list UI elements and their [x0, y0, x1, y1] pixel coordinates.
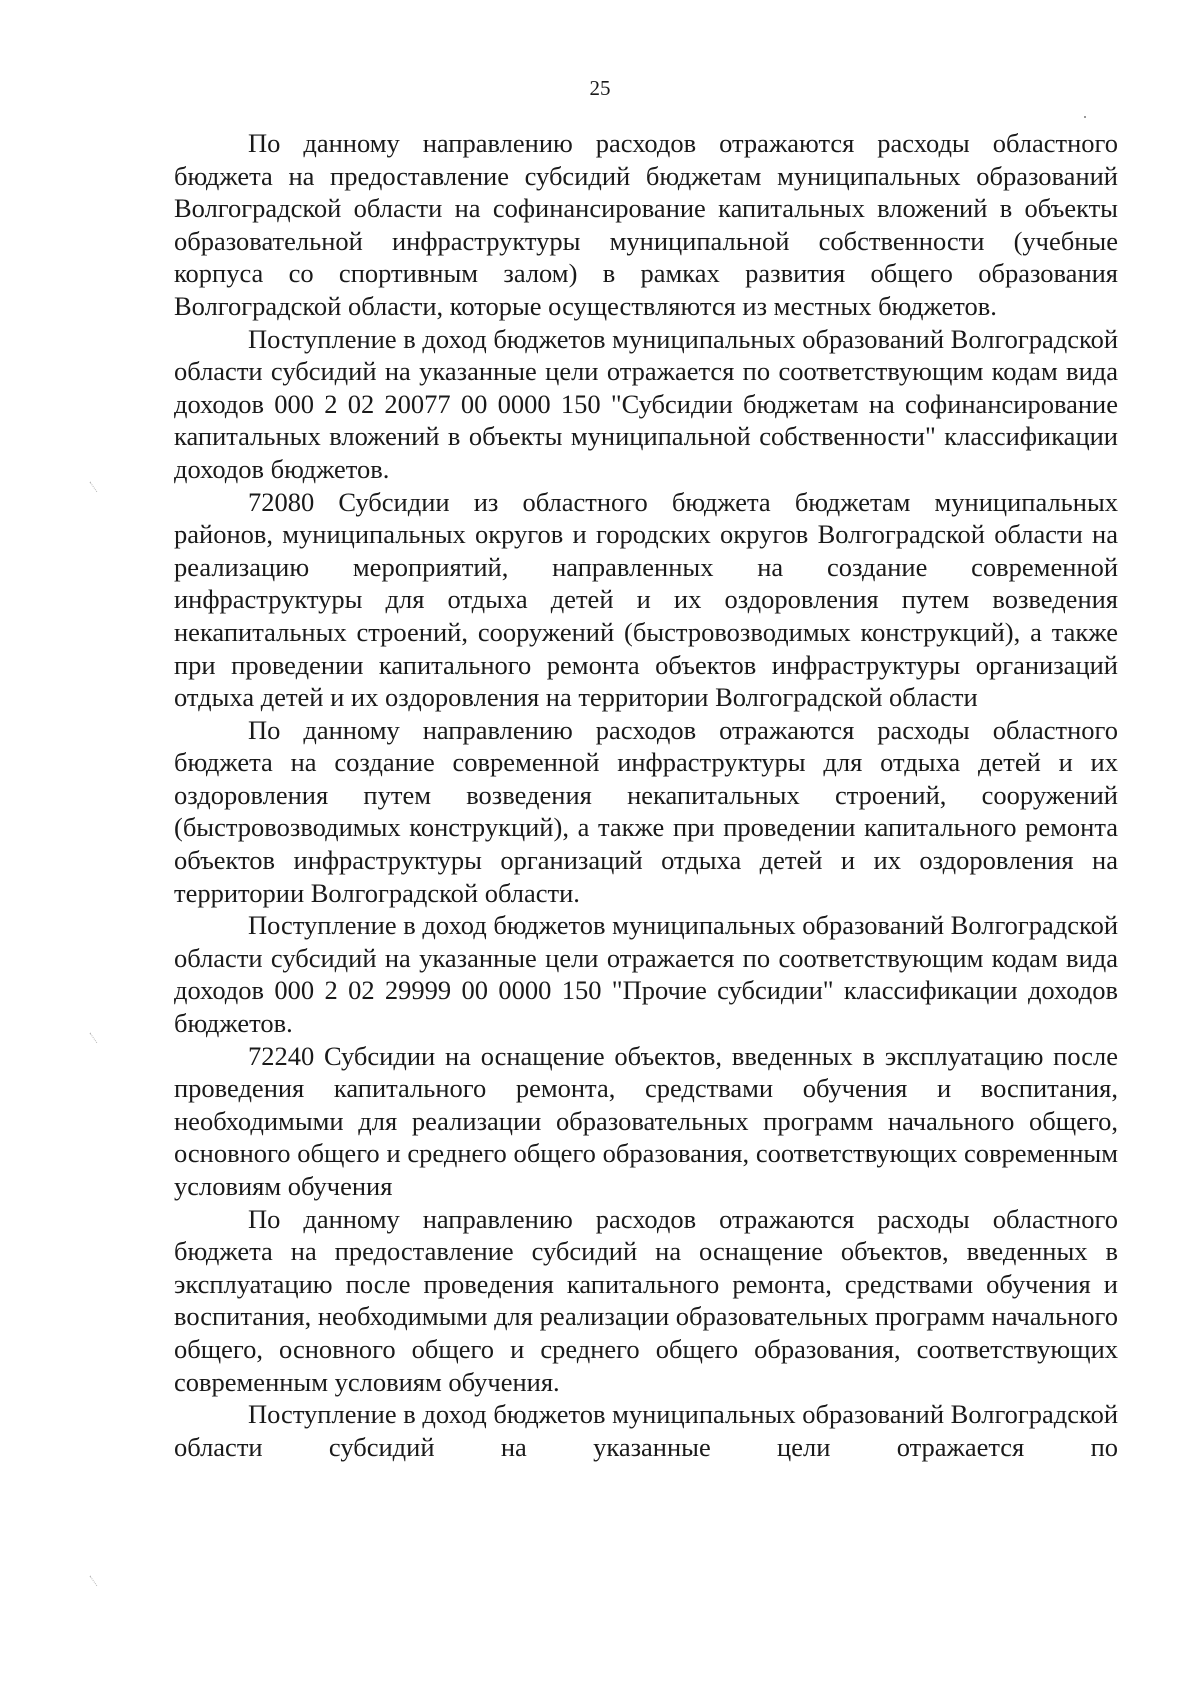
paragraph-expenditure-description: По данному направлению расходов отражаются расходы областного бюджета на создание современной инфраструктуры для отдыха детей и их оздоровления путем возведения некапитальных строений, сооружений (быстровозводимых конструкций), а также при проведении капитального ремонта объектов инфраструктуры организаций отдыха детей и их оздоровления на территории Волгоградской области.: [174, 714, 1118, 908]
paragraph-expenditure-description: По данному направлению расходов отражаются расходы областного бюджета на предоставление субсидий на оснащение объектов, введенных в эксплуатацию после проведения капитального ремонта, средствами обучения и воспитания, необходимыми для реализации образовательных программ начального общего, основного общего и среднего общего образования, соответствующих современным условиям обучения.: [174, 1203, 1118, 1397]
paragraph-income-code: Поступление в доход бюджетов муниципальных образований Волгоградской области субсидий на указанные цели отражается по соответствующим кодам вида доходов 000 2 02 29999 00 0000 150 "Прочие субсидии" классификации доходов бюджетов.: [174, 910, 1118, 1039]
scan-artifact: [90, 476, 106, 492]
paragraph-income-code-partial: Поступление в доход бюджетов муниципальных образований Волгоградской области субсидий на указанные цели отражается по: [174, 1399, 1118, 1462]
paragraph-section-72240: 72240 Субсидии на оснащение объектов, введенных в эксплуатацию после проведения капитального ремонта, средствами обучения и воспитания, необходимыми для реализации образовательных программ начального общего, основного общего и среднего общего образования, соответствующих современным условиям обучения: [174, 1040, 1118, 1201]
scan-artifact: [1084, 116, 1086, 118]
paragraph-section-72080: 72080 Субсидии из областного бюджета бюджетам муниципальных районов, муниципальных округов и городских округов Волгоградской области на реализацию мероприятий, направленных на создание современной инфраструктуры для отдыха детей и их оздоровления путем возведения некапитальных строений, сооружений (быстровозводимых конструкций), а также при проведении капитального ремонта объектов инфраструктуры организаций отдыха детей и их оздоровления на территории Волгоградской области: [174, 486, 1118, 713]
paragraph-expenditure-description: По данному направлению расходов отражаются расходы областного бюджета на предоставление субсидий бюджетам муниципальных образований Волгоградской области на софинансирование капитальных вложений в объекты образовательной инфраструктуры муниципальной собственности (учебные корпуса со спортивным залом) в рамках развития общего образования Волгоградской области, которые осуществляются из местных бюджетов.: [174, 128, 1118, 321]
scan-artifact: [90, 1570, 106, 1586]
document-body: [174, 127, 1118, 1463]
paragraph-income-code: Поступление в доход бюджетов муниципальных образований Волгоградской области субсидий на указанные цели отражается по соответствующим кодам вида доходов 000 2 02 20077 00 0000 150 "Субсидии бюджетам на софинансирование капитальных вложений в объекты муниципальной собственности" классификации доходов бюджетов.: [174, 323, 1118, 484]
scan-artifact: [90, 1027, 106, 1043]
page-number: 25: [589, 76, 611, 100]
